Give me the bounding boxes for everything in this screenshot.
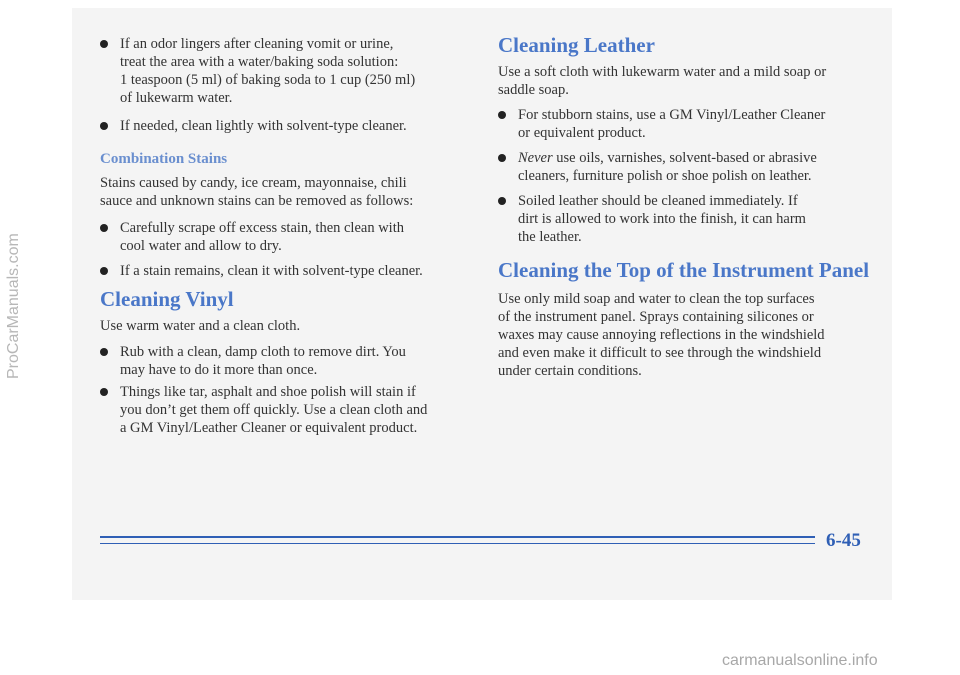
bullet-scrape (100, 219, 495, 255)
bullet-rub-line: may have to do it more than once. (120, 362, 318, 378)
page-number: 6-45 (826, 530, 861, 551)
instrument-panel-heading: Cleaning the Top of the Instrument Panel (498, 258, 870, 282)
footer-rule-thin (100, 543, 815, 544)
combination-intro-line: Stains caused by candy, ice cream, mayonnaise, chili (100, 175, 407, 191)
bottom-watermark[interactable]: carmanualsonline.info (722, 652, 878, 669)
bullet-soiled-line: the leather. (518, 229, 582, 245)
bullet-never-line: cleaners, furniture polish or shoe polish on leather. (518, 168, 812, 184)
bullet-scrape-line: cool water and allow to dry. (120, 238, 282, 254)
leather-intro-line: saddle soap. (498, 82, 569, 98)
vinyl-intro: Use warm water and a clean cloth. (100, 318, 301, 334)
bullet-remains-line: If a stain remains, clean it with solvent-type cleaner. (120, 263, 423, 279)
bullet-solvent (100, 117, 495, 135)
leather-intro (498, 63, 878, 99)
combination-intro-line: sauce and unknown stains can be removed as follows: (100, 193, 414, 209)
bullet-never-text: use oils, varnishes, solvent-based or abrasive (552, 150, 817, 166)
instrument-panel-line: of the instrument panel. Sprays containing silicones or (498, 309, 814, 325)
bullet-remains (100, 262, 495, 280)
leather-intro-line: Use a soft cloth with lukewarm water and a mild soap or (498, 64, 827, 80)
bullet-tar-line: Things like tar, asphalt and shoe polish will stain if (120, 384, 416, 400)
bullet-tar-line: you don’t get them off quickly. Use a clean cloth and (120, 402, 428, 418)
bullet-tar-line: a GM Vinyl/Leather Cleaner or equivalent product. (120, 420, 418, 436)
bullet-odor (100, 35, 495, 107)
bullet-stubborn (498, 106, 898, 142)
bullet-tar (100, 383, 495, 437)
bullet-never (498, 149, 898, 185)
side-watermark-text: ProCarManuals.com (5, 233, 22, 379)
never-emphasis: Never (518, 150, 553, 166)
footer-rule-thick (100, 536, 815, 538)
cleaning-vinyl-heading: Cleaning Vinyl (100, 287, 234, 311)
instrument-panel-line: waxes may cause annoying reflections in the windshield (498, 327, 825, 343)
cleaning-leather-heading: Cleaning Leather (498, 33, 655, 57)
bullet-soiled-line: dirt is allowed to work into the finish, it can harm (518, 211, 806, 227)
bullet-soiled (498, 192, 898, 246)
bullet-odor-line: 1 teaspoon (5 ml) of baking soda to 1 cup (250 ml) (120, 72, 416, 88)
bullet-odor-line: of lukewarm water. (120, 90, 233, 106)
bullet-solvent-line: If needed, clean lightly with solvent-type cleaner. (120, 118, 407, 134)
combination-stains-heading: Combination Stains (100, 151, 228, 167)
bullet-stubborn-line: or equivalent product. (518, 125, 646, 141)
instrument-panel-line: and even make it difficult to see through the windshield (498, 345, 822, 361)
bullet-odor-line: If an odor lingers after cleaning vomit or urine, (120, 36, 394, 52)
instrument-panel-text (498, 290, 878, 380)
bullet-rub (100, 343, 495, 379)
bullet-rub-line: Rub with a clean, damp cloth to remove dirt. You (120, 344, 406, 360)
bullet-scrape-line: Carefully scrape off excess stain, then clean with (120, 220, 404, 236)
bullet-soiled-line: Soiled leather should be cleaned immediately. If (518, 193, 798, 209)
bullet-odor-line: treat the area with a water/baking soda solution: (120, 54, 399, 70)
instrument-panel-line: under certain conditions. (498, 363, 642, 379)
bullet-stubborn-line: For stubborn stains, use a GM Vinyl/Leather Cleaner (518, 107, 826, 123)
bullet-never-line (518, 149, 898, 167)
instrument-panel-line: Use only mild soap and water to clean the top surfaces (498, 291, 815, 307)
combination-intro (100, 174, 475, 210)
side-watermark (4, 180, 24, 380)
